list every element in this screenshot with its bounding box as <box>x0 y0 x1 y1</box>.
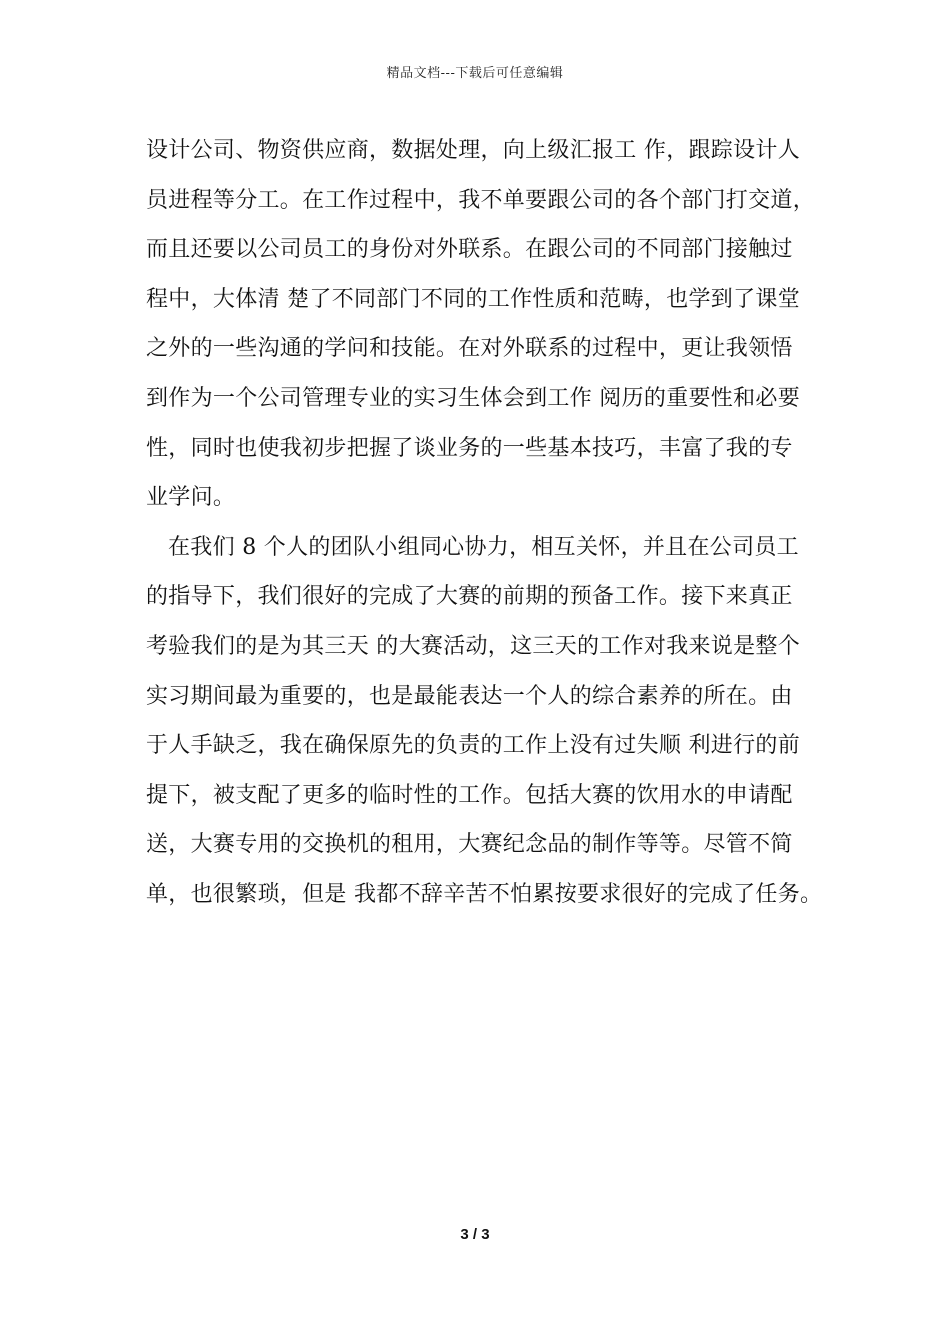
text-line: 于人手缺乏，我在确保原先的负责的工作上没有过失顺 利进行的前 <box>146 733 800 759</box>
text-line: 业学问。 <box>146 485 236 511</box>
text-line: 提下，被支配了更多的临时性的工作。包括大赛的饮用水的申请配 <box>146 782 793 808</box>
text-line: 送，大赛专用的交换机的租用，大赛纪念品的制作等等。尽管不简 <box>146 832 793 858</box>
text-line: 的指导下，我们很好的完成了大赛的前期的预备工作。接下来真正 <box>146 584 793 610</box>
text-line: 之外的一些沟通的学问和技能。在对外联系的过程中，更让我领悟 <box>146 336 793 362</box>
page-header: 精品文档---下载后可任意编辑 <box>386 66 564 81</box>
page-number: 3 / 3 <box>460 1226 490 1243</box>
text-line: 性，同时也使我初步把握了谈业务的一些基本技巧，丰富了我的专 <box>146 435 793 461</box>
text-line: 考验我们的是为其三天 的大赛活动，这三天的工作对我来说是整个 <box>146 633 800 659</box>
document-body <box>146 126 836 920</box>
text-line: 实习期间最为重要的，也是最能表达一个人的综合素养的所在。由 <box>146 683 793 709</box>
text-line: 到作为一个公司管理专业的实习生体会到工作 阅历的重要性和必要 <box>146 385 800 411</box>
text-line: 员进程等分工。在工作过程中，我不单要跟公司的各个部门打交道， <box>146 187 816 213</box>
text-line: 设计公司、物资供应商，数据处理，向上级汇报工 作，跟踪设计人 <box>146 138 800 163</box>
text-line: 单，也很繁琐，但是 我都不辞辛苦不怕累按要求很好的完成了任务。 <box>146 881 823 907</box>
text-line: 程中，大体清 楚了不同部门不同的工作性质和范畴，也学到了课堂 <box>146 286 800 312</box>
text-line: 而且还要以公司员工的身份对外联系。在跟公司的不同部门接触过 <box>146 237 793 263</box>
paragraph-start-line: 在我们 8 个人的团队小组同心协力，相互关怀，并且在公司员工 <box>168 534 799 560</box>
